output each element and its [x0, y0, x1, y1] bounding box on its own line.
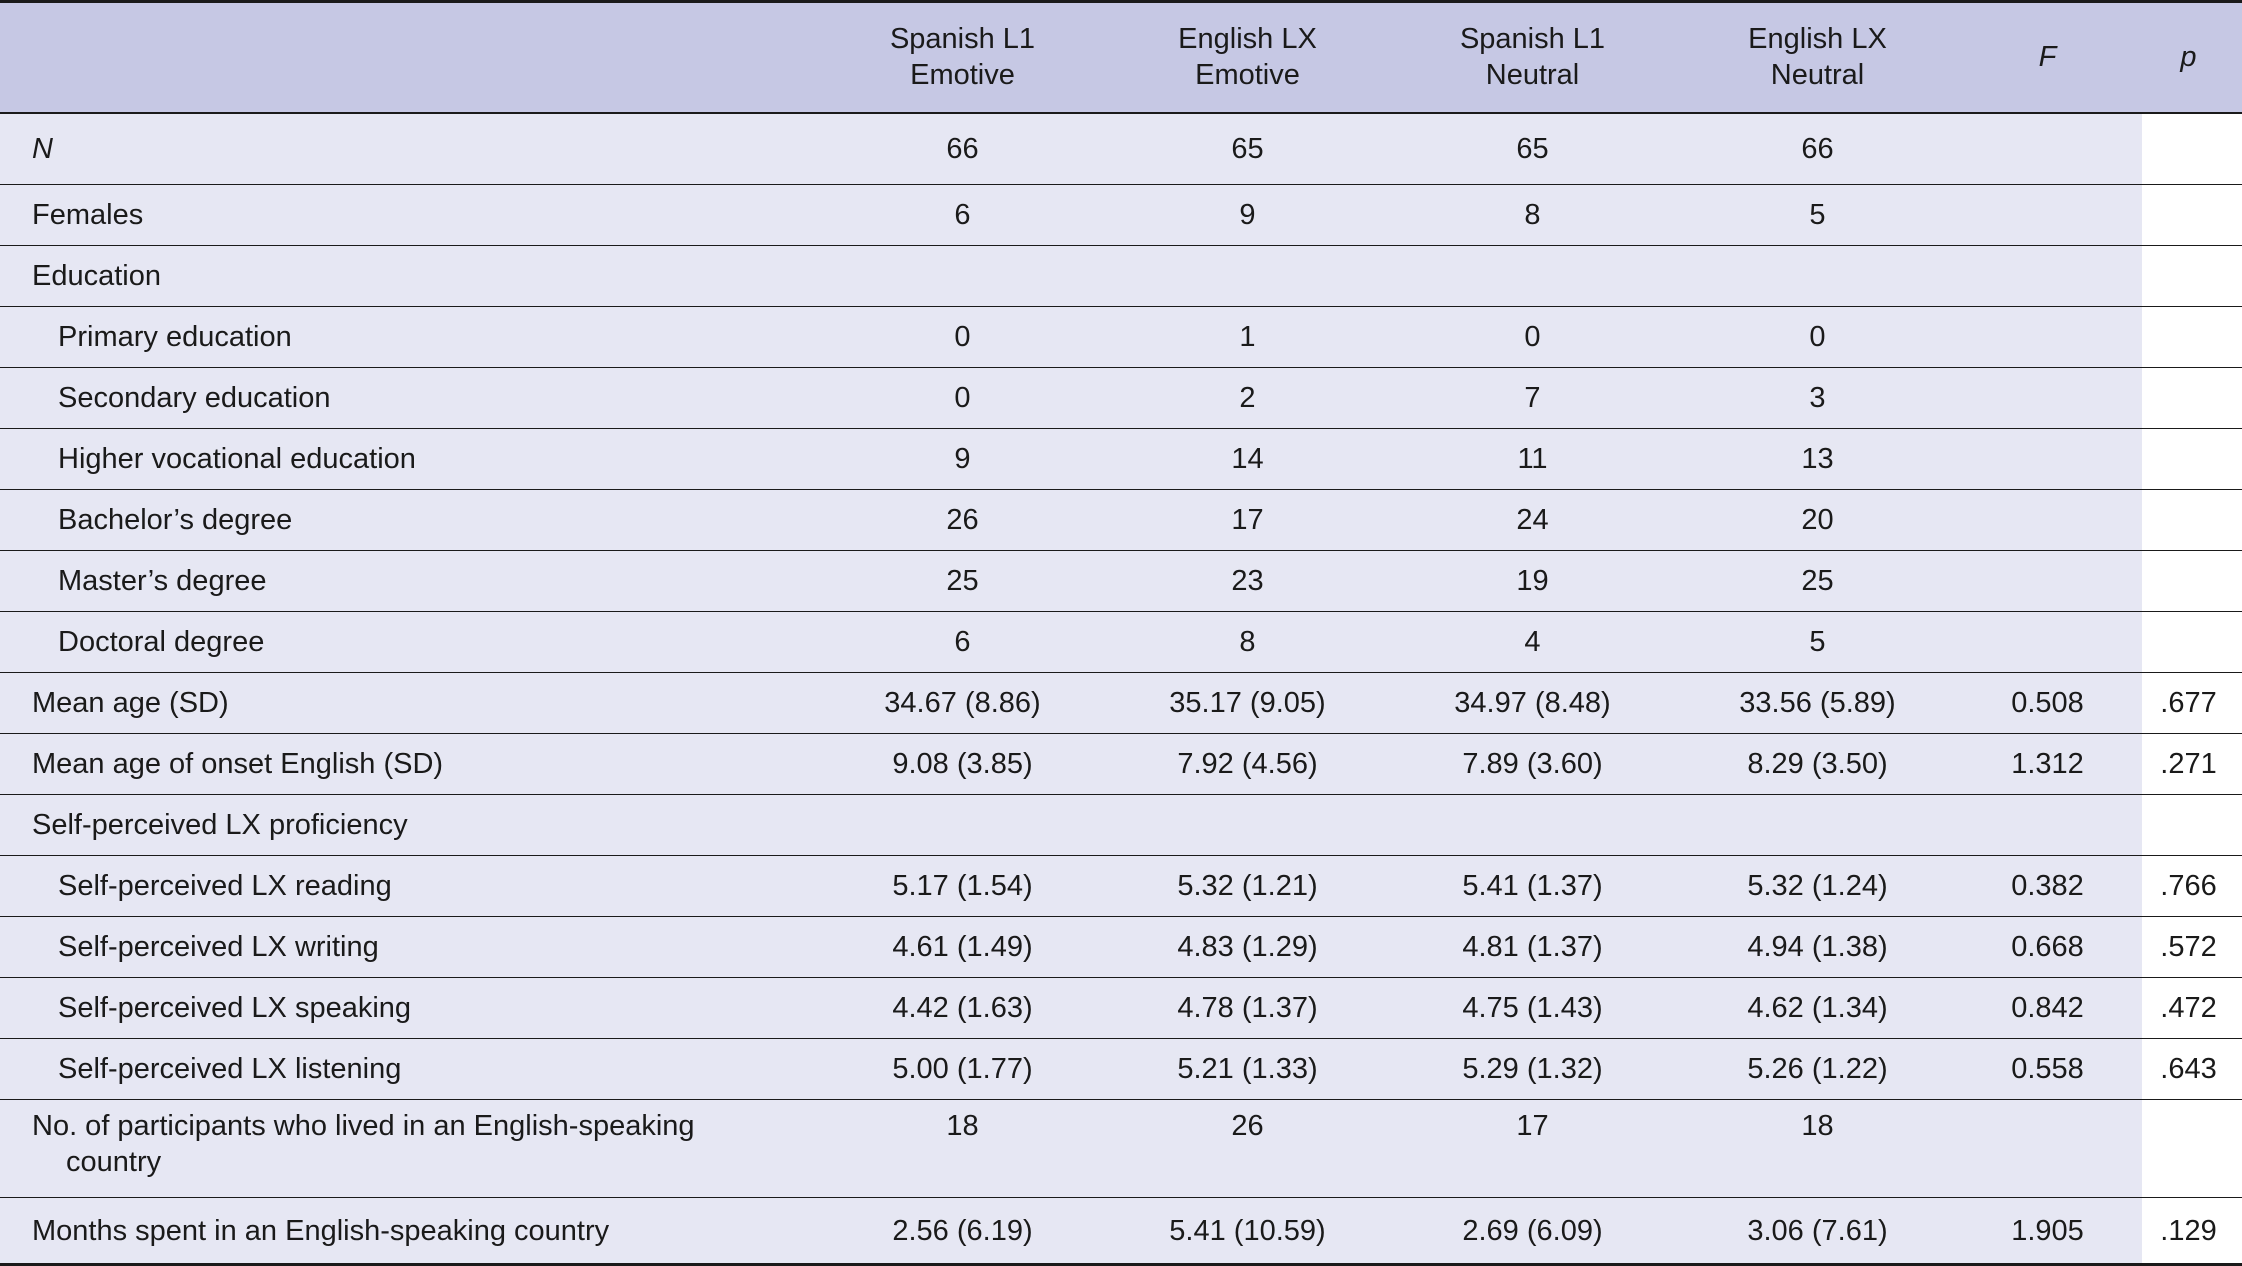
cell-value — [1390, 246, 1675, 307]
row-label: Education — [32, 260, 161, 292]
cell-f — [1960, 490, 2135, 551]
table-row-mean-age — [0, 673, 2242, 734]
table-row-lx-speaking — [0, 978, 2242, 1039]
row-label-line1: No. of participants who lived in an English-speaking — [32, 1110, 695, 1142]
cell-f — [1960, 307, 2135, 368]
cell-f: 0.842 — [2011, 992, 2084, 1024]
cell-value: 19 — [1516, 565, 1549, 597]
cell-value: 13 — [1801, 443, 1834, 475]
row-label: Doctoral degree — [58, 626, 265, 658]
cell-value: 4.61 (1.49) — [892, 931, 1033, 963]
cell-value: 4.83 (1.29) — [1177, 931, 1318, 963]
cell-value: 66 — [946, 132, 979, 165]
cell-value: 65 — [1516, 132, 1549, 165]
header-f-statistic: F — [2038, 41, 2057, 74]
cell-value: 5.17 (1.54) — [892, 870, 1033, 902]
table-row-females — [0, 185, 2242, 246]
row-label: Mean age (SD) — [32, 687, 229, 719]
header-spanish-l1-neutral: Spanish L1 Neutral — [1459, 23, 1606, 92]
cell-f — [1960, 246, 2135, 307]
table-header-row — [0, 2, 2242, 113]
row-label: Months spent in an English-speaking country — [32, 1214, 610, 1247]
cell-p — [2135, 1100, 2242, 1198]
cell-value: 26 — [1231, 1110, 1264, 1142]
cell-value: 5 — [1809, 199, 1826, 231]
cell-value: 5.32 (1.24) — [1747, 870, 1888, 902]
cell-value: 4.81 (1.37) — [1462, 931, 1603, 963]
cell-f — [1960, 551, 2135, 612]
cell-p: .271 — [2160, 748, 2217, 780]
cell-f: 0.668 — [2011, 931, 2084, 963]
table-row-lx-writing — [0, 917, 2242, 978]
cell-value: 8.29 (3.50) — [1747, 748, 1888, 780]
row-label: Self-perceived LX speaking — [58, 992, 412, 1024]
cell-value: 35.17 (9.05) — [1169, 687, 1326, 719]
row-label-line2: country — [66, 1146, 162, 1178]
cell-value: 5.41 (10.59) — [1169, 1214, 1326, 1247]
cell-f: 1.312 — [2011, 748, 2084, 780]
row-label: Secondary education — [58, 382, 331, 414]
cell-value: 17 — [1231, 504, 1264, 536]
cell-value: 5.26 (1.22) — [1747, 1053, 1888, 1085]
cell-value: 3 — [1809, 382, 1826, 414]
cell-p — [2135, 612, 2242, 673]
cell-value: 0 — [1524, 321, 1541, 353]
cell-f — [1960, 612, 2135, 673]
cell-value: 1 — [1239, 321, 1256, 353]
cell-value: 0 — [1809, 321, 1826, 353]
cell-value — [1675, 795, 1960, 856]
table-row-lx-listening — [0, 1039, 2242, 1100]
table-row-self-perceived-proficiency — [0, 795, 2242, 856]
cell-value: 9.08 (3.85) — [892, 748, 1033, 780]
cell-value: 34.67 (8.86) — [884, 687, 1041, 719]
cell-value: 34.97 (8.48) — [1454, 687, 1611, 719]
cell-value: 18 — [946, 1110, 979, 1142]
cell-f: 0.508 — [2011, 687, 2084, 719]
cell-p — [2135, 368, 2242, 429]
cell-value: 6 — [954, 199, 971, 231]
row-label — [0, 1100, 820, 1198]
cell-value — [1105, 795, 1390, 856]
table-row-primary-education — [0, 307, 2242, 368]
cell-f — [1960, 185, 2135, 246]
cell-value — [1390, 795, 1675, 856]
cell-value: 8 — [1524, 199, 1541, 231]
table-row-lx-reading — [0, 856, 2242, 917]
cell-f — [1960, 368, 2135, 429]
cell-value: 8 — [1239, 626, 1256, 658]
cell-value: 11 — [1517, 443, 1548, 475]
cell-value: 24 — [1516, 504, 1549, 536]
cell-value: 0 — [954, 321, 971, 353]
table-row-higher-vocational-education — [0, 429, 2242, 490]
table-row-lived-english-country — [0, 1100, 2242, 1198]
row-label: Higher vocational education — [58, 443, 416, 475]
header-label-empty — [0, 2, 820, 113]
cell-p — [2135, 429, 2242, 490]
cell-f: 0.558 — [2011, 1053, 2084, 1085]
row-label: Self-perceived LX writing — [58, 931, 379, 963]
cell-value: 4.62 (1.34) — [1747, 992, 1888, 1024]
cell-value: 5.00 (1.77) — [892, 1053, 1033, 1085]
cell-value: 5.29 (1.32) — [1462, 1053, 1603, 1085]
table-row-mean-age-onset-english — [0, 734, 2242, 795]
cell-value: 4 — [1524, 626, 1541, 658]
cell-p — [2135, 307, 2242, 368]
cell-f: 1.905 — [2011, 1214, 2084, 1247]
row-label: Master’s degree — [58, 565, 267, 597]
cell-value — [1105, 246, 1390, 307]
cell-value: 66 — [1801, 132, 1834, 165]
cell-value: 2.56 (6.19) — [892, 1214, 1033, 1247]
row-label: Mean age of onset English (SD) — [32, 748, 444, 780]
cell-value: 7.89 (3.60) — [1462, 748, 1603, 780]
cell-p — [2135, 113, 2242, 185]
cell-p: .129 — [2160, 1214, 2217, 1247]
table-row-bachelors-degree — [0, 490, 2242, 551]
cell-value: 4.94 (1.38) — [1747, 931, 1888, 963]
table-row-education — [0, 246, 2242, 307]
cell-value: 26 — [946, 504, 979, 536]
cell-f — [1960, 795, 2135, 856]
cell-value: 9 — [954, 443, 971, 475]
cell-value: 5 — [1809, 626, 1826, 658]
cell-value: 4.78 (1.37) — [1177, 992, 1318, 1024]
cell-value: 25 — [946, 565, 979, 597]
row-label: Females — [32, 199, 144, 231]
cell-value: 33.56 (5.89) — [1739, 687, 1896, 719]
header-english-lx-emotive: English LX Emotive — [1178, 23, 1317, 92]
cell-p — [2135, 551, 2242, 612]
cell-value: 4.75 (1.43) — [1462, 992, 1603, 1024]
cell-value: 5.41 (1.37) — [1462, 870, 1603, 902]
row-label: Self-perceived LX listening — [58, 1053, 402, 1085]
cell-value: 65 — [1231, 132, 1264, 165]
header-english-lx-neutral: English LX Neutral — [1748, 23, 1887, 92]
cell-value: 17 — [1516, 1110, 1549, 1142]
cell-value: 14 — [1231, 443, 1264, 475]
row-label: Self-perceived LX proficiency — [32, 809, 408, 841]
cell-value: 3.06 (7.61) — [1747, 1214, 1888, 1247]
cell-value: 25 — [1801, 565, 1834, 597]
cell-value: 9 — [1239, 199, 1256, 231]
cell-value: 5.21 (1.33) — [1177, 1053, 1318, 1085]
table-row-months-english-country — [0, 1198, 2242, 1265]
cell-p: .677 — [2160, 687, 2217, 719]
cell-p: .643 — [2160, 1053, 2217, 1085]
cell-f: 0.382 — [2011, 870, 2084, 902]
table-row-masters-degree — [0, 551, 2242, 612]
cell-value — [820, 246, 1105, 307]
row-label: N — [32, 132, 53, 165]
header-spanish-l1-emotive: Spanish L1 Emotive — [889, 23, 1036, 92]
cell-p — [2135, 185, 2242, 246]
row-label: Bachelor’s degree — [58, 504, 293, 536]
cell-value: 2.69 (6.09) — [1462, 1214, 1603, 1247]
cell-value: 5.32 (1.21) — [1177, 870, 1318, 902]
cell-value: 6 — [954, 626, 971, 658]
cell-value: 23 — [1231, 565, 1264, 597]
cell-value: 2 — [1239, 382, 1256, 414]
cell-p — [2135, 490, 2242, 551]
header-p-value: p — [2180, 41, 2197, 74]
cell-p — [2135, 795, 2242, 856]
table-row-doctoral-degree — [0, 612, 2242, 673]
cell-value — [820, 795, 1105, 856]
cell-value — [1675, 246, 1960, 307]
cell-value: 0 — [954, 382, 971, 414]
cell-value: 7 — [1524, 382, 1541, 414]
cell-value: 7.92 (4.56) — [1177, 748, 1318, 780]
row-label: Self-perceived LX reading — [58, 870, 392, 902]
cell-p: .766 — [2160, 870, 2217, 902]
table-row-secondary-education — [0, 368, 2242, 429]
cell-value: 4.42 (1.63) — [892, 992, 1033, 1024]
cell-value: 18 — [1801, 1110, 1834, 1142]
cell-f — [1960, 113, 2135, 185]
cell-p: .572 — [2160, 931, 2217, 963]
table-row-n — [0, 113, 2242, 185]
cell-p — [2135, 246, 2242, 307]
cell-f — [1960, 429, 2135, 490]
cell-p: .472 — [2160, 992, 2217, 1024]
cell-value: 20 — [1801, 504, 1834, 536]
row-label: Primary education — [58, 321, 292, 353]
cell-f — [1960, 1100, 2135, 1198]
